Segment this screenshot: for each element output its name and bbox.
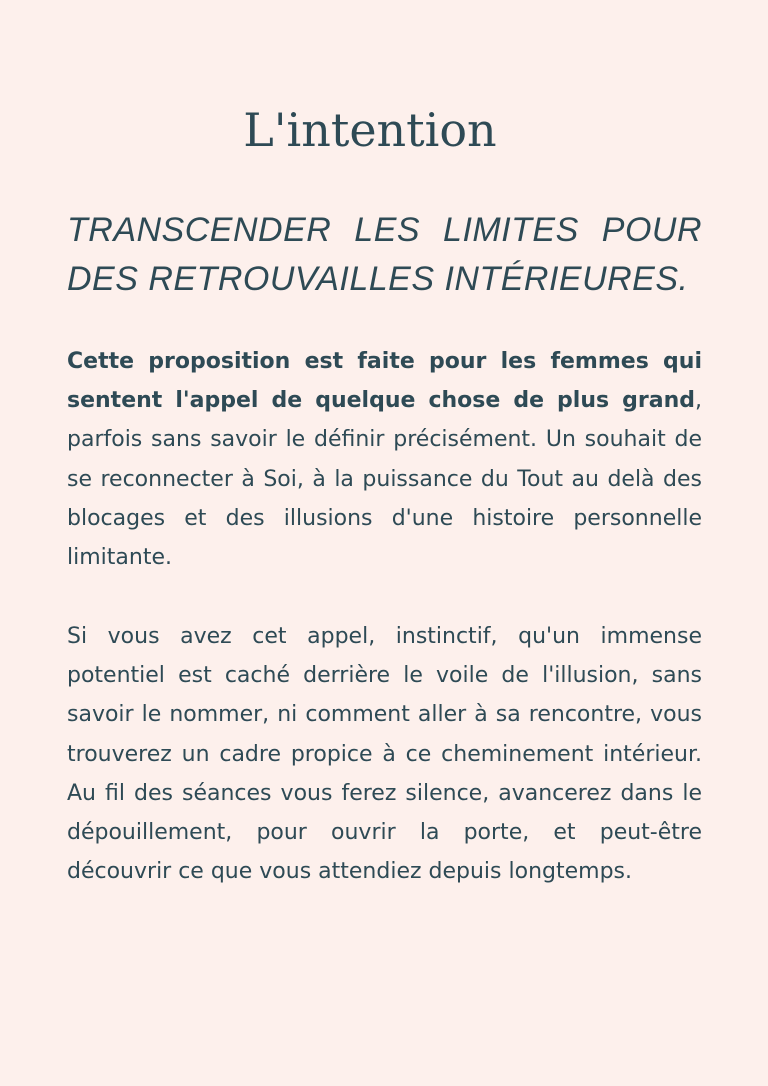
intro-paragraph [67, 342, 702, 577]
intro-paragraph-rest: , parfois sans savoir le définir précisément. Un souhait de se reconnecter à Soi, à la puissance du Tout au delà des blocages et des illusions d'une histoire personnelle limitante. [67, 388, 702, 571]
page-subtitle: TRANSCENDER LES LIMITES POUR DES RETROUVAILLES INTÉRIEURES. [67, 211, 702, 298]
second-paragraph: Si vous avez cet appel, instinctif, qu'un immense potentiel est caché derrière le voile de l'illusion, sans savoir le nommer, ni comment aller à sa rencontre, vous trouverez un cadre propice à ce cheminement intérieur. Au fil des séances vous ferez silence, avancerez dans le dépouillement, pour ouvrir la porte, et peut-être découvrir ce que vous attendiez depuis longtemps. [67, 624, 702, 885]
page-title: L'intention [243, 102, 497, 157]
intro-paragraph-bold: Cette proposition est faite pour les femmes qui sentent l'appel de quelque chose de plus grand [67, 349, 702, 414]
